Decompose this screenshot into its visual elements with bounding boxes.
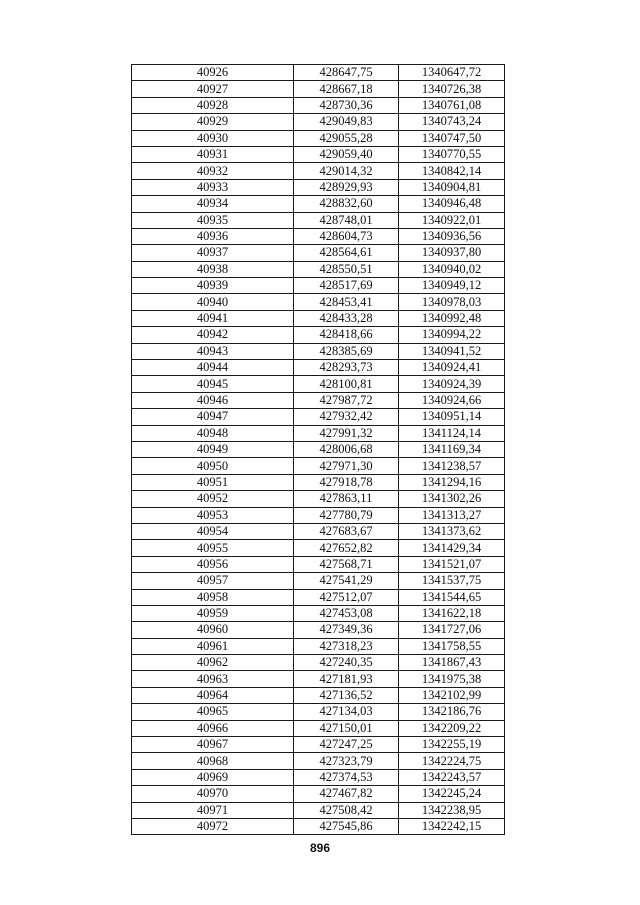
point-number-cell: 40950 [132,458,294,474]
x-coordinate-cell: 428293,73 [294,360,399,376]
x-coordinate-cell: 428730,36 [294,97,399,113]
table-row [132,425,505,441]
table-row [132,310,505,326]
x-coordinate-cell: 427971,30 [294,458,399,474]
point-number-cell: 40938 [132,261,294,277]
y-coordinate-cell: 1342102,99 [399,687,505,703]
y-coordinate-cell: 1340924,39 [399,376,505,392]
y-coordinate-cell: 1342242,15 [399,818,505,834]
y-coordinate-cell: 1340743,24 [399,114,505,130]
table-row [132,622,505,638]
x-coordinate-cell: 427453,08 [294,605,399,621]
point-number-cell: 40931 [132,146,294,162]
table-row [132,605,505,621]
x-coordinate-cell: 428647,75 [294,65,399,81]
point-number-cell: 40959 [132,605,294,621]
y-coordinate-cell: 1340924,41 [399,360,505,376]
point-number-cell: 40954 [132,523,294,539]
y-coordinate-cell: 1340922,01 [399,212,505,228]
y-coordinate-cell: 1341622,18 [399,605,505,621]
point-number-cell: 40935 [132,212,294,228]
x-coordinate-cell: 427568,71 [294,556,399,572]
y-coordinate-cell: 1342238,95 [399,802,505,818]
table-row [132,228,505,244]
x-coordinate-cell: 428929,93 [294,179,399,195]
x-coordinate-cell: 427150,01 [294,720,399,736]
y-coordinate-cell: 1342243,57 [399,769,505,785]
y-coordinate-cell: 1340842,14 [399,163,505,179]
point-number-cell: 40947 [132,409,294,425]
x-coordinate-cell: 428748,01 [294,212,399,228]
table-row [132,114,505,130]
y-coordinate-cell: 1342255,19 [399,737,505,753]
point-number-cell: 40948 [132,425,294,441]
y-coordinate-cell: 1341294,16 [399,474,505,490]
table-row [132,769,505,785]
x-coordinate-cell: 427918,78 [294,474,399,490]
point-number-cell: 40964 [132,687,294,703]
table-row [132,97,505,113]
table-row [132,294,505,310]
y-coordinate-cell: 1342224,75 [399,753,505,769]
table-row [132,818,505,834]
point-number-cell: 40953 [132,507,294,523]
x-coordinate-cell: 428667,18 [294,81,399,97]
table-row [132,327,505,343]
x-coordinate-cell: 427134,03 [294,704,399,720]
y-coordinate-cell: 1341124,14 [399,425,505,441]
y-coordinate-cell: 1340940,02 [399,261,505,277]
point-number-cell: 40963 [132,671,294,687]
x-coordinate-cell: 427318,23 [294,638,399,654]
table-row [132,474,505,490]
table-row [132,65,505,81]
y-coordinate-cell: 1341544,65 [399,589,505,605]
table-row [132,655,505,671]
x-coordinate-cell: 428550,51 [294,261,399,277]
table-row [132,638,505,654]
y-coordinate-cell: 1341727,06 [399,622,505,638]
table-row [132,491,505,507]
point-number-cell: 40961 [132,638,294,654]
table-row [132,179,505,195]
point-number-cell: 40962 [132,655,294,671]
x-coordinate-cell: 428453,41 [294,294,399,310]
point-number-cell: 40969 [132,769,294,785]
x-coordinate-cell: 427467,82 [294,786,399,802]
y-coordinate-cell: 1341313,27 [399,507,505,523]
coordinates-table [131,64,505,835]
table-row [132,687,505,703]
y-coordinate-cell: 1340946,48 [399,196,505,212]
point-number-cell: 40968 [132,753,294,769]
point-number-cell: 40932 [132,163,294,179]
y-coordinate-cell: 1340936,56 [399,228,505,244]
x-coordinate-cell: 427136,52 [294,687,399,703]
point-number-cell: 40955 [132,540,294,556]
y-coordinate-cell: 1340747,50 [399,130,505,146]
x-coordinate-cell: 427652,82 [294,540,399,556]
x-coordinate-cell: 429059,40 [294,146,399,162]
y-coordinate-cell: 1340904,81 [399,179,505,195]
y-coordinate-cell: 1340770,55 [399,146,505,162]
y-coordinate-cell: 1342209,22 [399,720,505,736]
point-number-cell: 40927 [132,81,294,97]
point-number-cell: 40952 [132,491,294,507]
y-coordinate-cell: 1340726,38 [399,81,505,97]
table-row [132,261,505,277]
x-coordinate-cell: 429049,83 [294,114,399,130]
point-number-cell: 40926 [132,65,294,81]
table-row [132,81,505,97]
y-coordinate-cell: 1340978,03 [399,294,505,310]
table-row [132,196,505,212]
point-number-cell: 40949 [132,441,294,457]
x-coordinate-cell: 427683,67 [294,523,399,539]
table-row [132,245,505,261]
point-number-cell: 40943 [132,343,294,359]
point-number-cell: 40939 [132,278,294,294]
x-coordinate-cell: 427247,25 [294,737,399,753]
x-coordinate-cell: 427508,42 [294,802,399,818]
table-row [132,671,505,687]
table-row [132,146,505,162]
x-coordinate-cell: 429055,28 [294,130,399,146]
y-coordinate-cell: 1340937,80 [399,245,505,261]
x-coordinate-cell: 427181,93 [294,671,399,687]
x-coordinate-cell: 427240,35 [294,655,399,671]
x-coordinate-cell: 427991,32 [294,425,399,441]
y-coordinate-cell: 1340994,22 [399,327,505,343]
x-coordinate-cell: 427512,07 [294,589,399,605]
point-number-cell: 40944 [132,360,294,376]
point-number-cell: 40972 [132,818,294,834]
x-coordinate-cell: 427541,29 [294,573,399,589]
y-coordinate-cell: 1342186,76 [399,704,505,720]
table-row [132,589,505,605]
x-coordinate-cell: 428433,28 [294,310,399,326]
table-row [132,360,505,376]
point-number-cell: 40946 [132,392,294,408]
table-row [132,163,505,179]
x-coordinate-cell: 428100,81 [294,376,399,392]
point-number-cell: 40970 [132,786,294,802]
y-coordinate-cell: 1341867,43 [399,655,505,671]
table-row [132,212,505,228]
x-coordinate-cell: 428832,60 [294,196,399,212]
x-coordinate-cell: 428418,66 [294,327,399,343]
x-coordinate-cell: 427323,79 [294,753,399,769]
x-coordinate-cell: 427863,11 [294,491,399,507]
point-number-cell: 40945 [132,376,294,392]
x-coordinate-cell: 427374,53 [294,769,399,785]
point-number-cell: 40951 [132,474,294,490]
table-row [132,343,505,359]
y-coordinate-cell: 1340951,14 [399,409,505,425]
table-row [132,802,505,818]
point-number-cell: 40936 [132,228,294,244]
table-row [132,573,505,589]
table-row [132,556,505,572]
y-coordinate-cell: 1341975,38 [399,671,505,687]
y-coordinate-cell: 1341537,75 [399,573,505,589]
table-row [132,753,505,769]
table-row [132,409,505,425]
table-row [132,441,505,457]
point-number-cell: 40965 [132,704,294,720]
y-coordinate-cell: 1341521,07 [399,556,505,572]
table-row [132,786,505,802]
table-row [132,130,505,146]
x-coordinate-cell: 428517,69 [294,278,399,294]
x-coordinate-cell: 428604,73 [294,228,399,244]
point-number-cell: 40971 [132,802,294,818]
table-row [132,737,505,753]
point-number-cell: 40934 [132,196,294,212]
table-row [132,507,505,523]
point-number-cell: 40956 [132,556,294,572]
point-number-cell: 40933 [132,179,294,195]
point-number-cell: 40928 [132,97,294,113]
y-coordinate-cell: 1341373,62 [399,523,505,539]
point-number-cell: 40941 [132,310,294,326]
point-number-cell: 40960 [132,622,294,638]
x-coordinate-cell: 427932,42 [294,409,399,425]
y-coordinate-cell: 1340949,12 [399,278,505,294]
y-coordinate-cell: 1341302,26 [399,491,505,507]
page-number: 896 [309,841,331,855]
y-coordinate-cell: 1340992,48 [399,310,505,326]
x-coordinate-cell: 427780,79 [294,507,399,523]
point-number-cell: 40967 [132,737,294,753]
table-row [132,376,505,392]
point-number-cell: 40958 [132,589,294,605]
x-coordinate-cell: 428385,69 [294,343,399,359]
point-number-cell: 40929 [132,114,294,130]
table-row [132,458,505,474]
point-number-cell: 40957 [132,573,294,589]
point-number-cell: 40930 [132,130,294,146]
point-number-cell: 40940 [132,294,294,310]
table-row [132,720,505,736]
coordinates-table-body [132,65,505,835]
y-coordinate-cell: 1341429,34 [399,540,505,556]
x-coordinate-cell: 428564,61 [294,245,399,261]
y-coordinate-cell: 1341169,34 [399,441,505,457]
x-coordinate-cell: 427545,86 [294,818,399,834]
table-row [132,540,505,556]
y-coordinate-cell: 1342245,24 [399,786,505,802]
point-number-cell: 40942 [132,327,294,343]
point-number-cell: 40966 [132,720,294,736]
table-row [132,523,505,539]
x-coordinate-cell: 428006,68 [294,441,399,457]
table-row [132,704,505,720]
x-coordinate-cell: 427987,72 [294,392,399,408]
y-coordinate-cell: 1340647,72 [399,65,505,81]
x-coordinate-cell: 429014,32 [294,163,399,179]
y-coordinate-cell: 1341238,57 [399,458,505,474]
table-row [132,278,505,294]
y-coordinate-cell: 1341758,55 [399,638,505,654]
y-coordinate-cell: 1340924,66 [399,392,505,408]
y-coordinate-cell: 1340761,08 [399,97,505,113]
y-coordinate-cell: 1340941,52 [399,343,505,359]
table-row [132,392,505,408]
x-coordinate-cell: 427349,36 [294,622,399,638]
point-number-cell: 40937 [132,245,294,261]
